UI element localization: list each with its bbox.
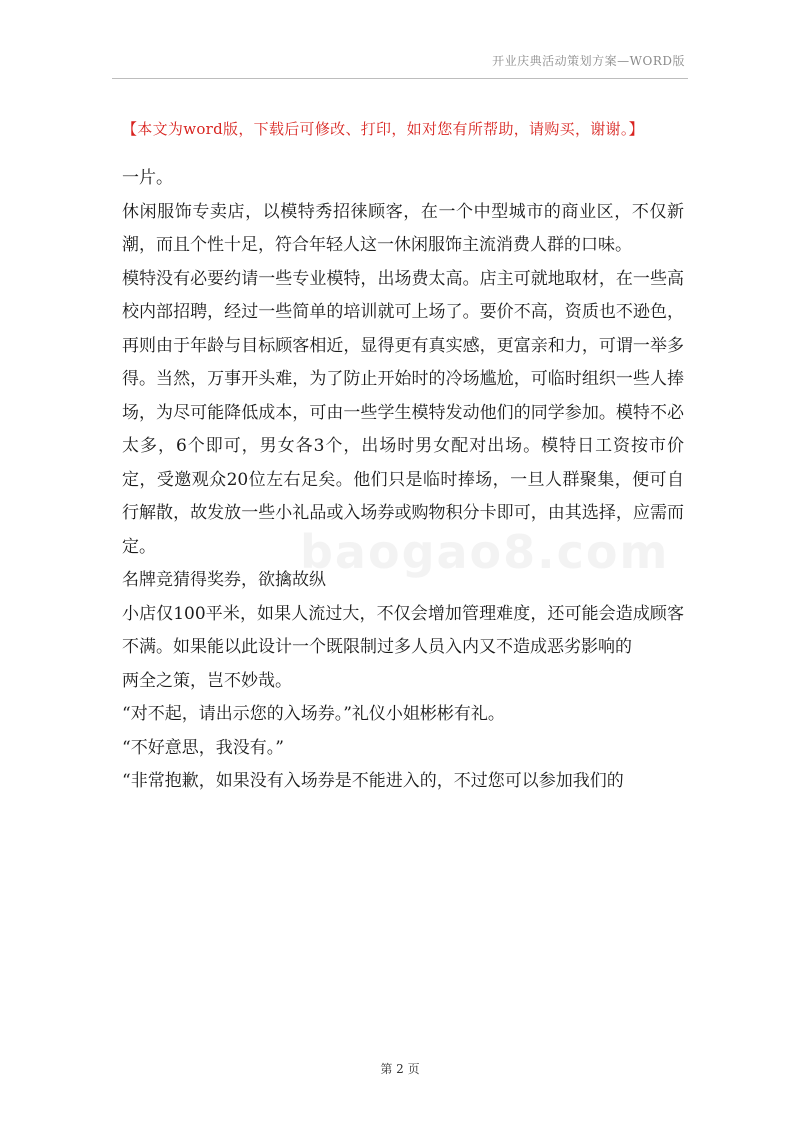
header-divider (112, 78, 688, 79)
document-body (122, 162, 684, 799)
paragraph: 两全之策，岂不妙哉。 (122, 670, 292, 691)
page-number: 第 2 页 (380, 1062, 420, 1076)
dialogue-line: “对不起，请出示您的入场券。”礼仪小姐彬彬有礼。 (122, 704, 505, 724)
paragraph: 小店仅100平米，如果人流过大，不仅会增加管理难度，还可能会造成顾客不满。如果能以此设计一个既限制过多人员入内又不造成恶劣影响的 (122, 603, 684, 657)
dialogue-line: “不好意思，我没有。” (122, 737, 284, 758)
dialogue-line: “非常抱歉，如果没有入场券是不能进入的，不过您可以参加我们的 (122, 771, 624, 791)
paragraph: 模特没有必要约请一些专业模特，出场费太高。店主可就地取材，在一些高校内部招聘，经过一些简单的培训就可上场了。要价不高，资质也不逊色，再则由于年龄与目标顾客相近，显得更有真实感，更富亲和力，可谓一举多得。当然，万事开头难，为了防止开始时的冷场尴尬，可临时组织一些人捧场，为尽可能降低成本，可由一些学生模特发动他们的同学参加。模特不必太多，6个即可，男女各3个，出场时男女配对出场。模特日工资按市价定，受邀观众20位左右足矣。他们只是临时捧场，一旦人群聚集，便可自行解散，故发放一些小礼品或入场券或购物积分卡即可，由其选择，应需而定。 (122, 268, 684, 557)
paragraph: 休闲服饰专卖店，以模特秀招徕顾客，在一个中型城市的商业区，不仅新潮，而且个性十足，符合年轻人这一休闲服饰主流消费人群的口味。 (122, 201, 684, 255)
page-header: 开业庆典活动策划方案—WORD版 (492, 54, 685, 68)
section-heading: 名牌竞猜得奖券，欲擒故纵 (122, 570, 326, 590)
watermark: baogao8.com (300, 525, 670, 579)
download-notice: 【本文为word版，下载后可修改、打印，如对您有所帮助，请购买，谢谢。】 (122, 120, 644, 138)
paragraph: 一片。 (122, 168, 173, 188)
